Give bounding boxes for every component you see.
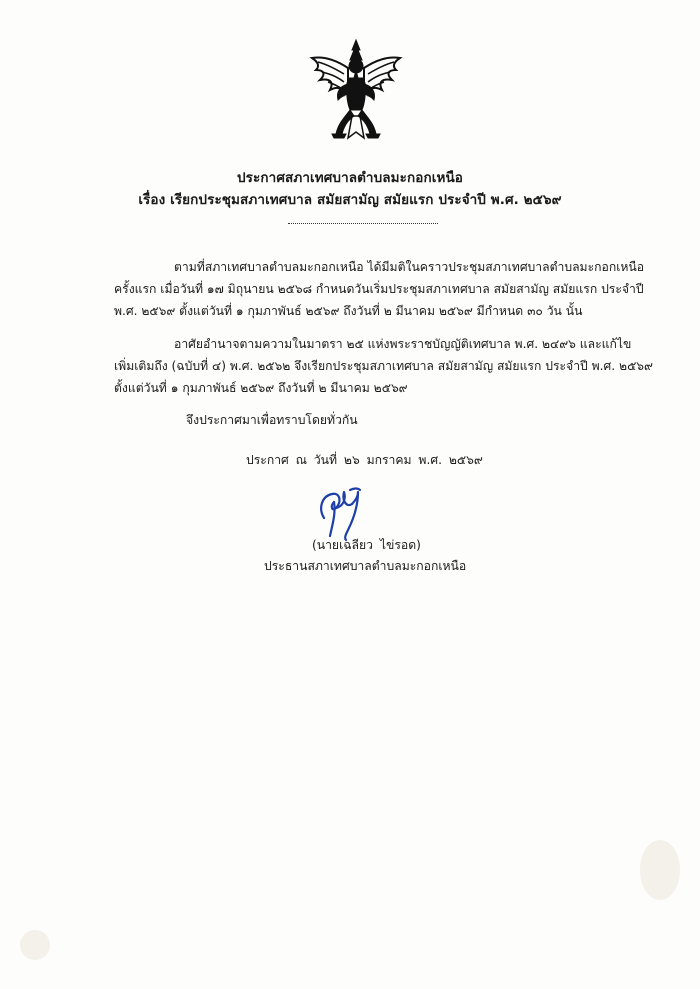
paragraph-line: พ.ศ. ๒๕๖๙ ตั้งแต่วันที่ ๑ กุมภาพันธ์ ๒๕๖๙ ถึงวันที่ ๒ มีนาคม ๒๕๖๙ มีกำหนด ๓๐ วัน นั้น (114, 304, 583, 318)
paragraph-line: ตามที่สภาเทศบาลตำบลมะกอกเหนือ ได้มีมติในคราวประชุมสภาเทศบาลตำบลมะกอกเหนือ (174, 260, 645, 274)
signer-title: ประธานสภาเทศบาลตำบลมะกอกเหนือ (264, 559, 467, 573)
title-divider (288, 223, 438, 224)
paper-stain (640, 840, 680, 900)
garuda-emblem-icon (308, 38, 404, 144)
paper-stain (20, 930, 50, 960)
paragraph-line: ตั้งแต่วันที่ ๑ กุมภาพันธ์ ๒๕๖๙ ถึงวันที่ ๒ มีนาคม ๒๕๖๙ (114, 381, 408, 395)
signer-name: (นายเฉลียว ไข่รอด) (312, 538, 421, 552)
paragraph-line: อาศัยอำนาจตามความในมาตรา ๒๕ แห่งพระราชบัญญัติเทศบาล พ.ศ. ๒๔๙๖ และแก้ไข (174, 337, 632, 351)
closing-statement: จึงประกาศมาเพื่อทราบโดยทั่วกัน (186, 413, 358, 427)
paragraph-authority (114, 333, 653, 399)
paragraph-resolution (114, 256, 645, 322)
document-subject: เรื่อง เรียกประชุมสภาเทศบาล สมัยสามัญ สมัยแรก ประจำปี พ.ศ. ๒๕๖๙ (138, 192, 562, 208)
document-title: ประกาศสภาเทศบาลตำบลมะกอกเหนือ (237, 170, 463, 186)
paragraph-line: เพิ่มเติมถึง (ฉบับที่ ๔) พ.ศ. ๒๕๖๒ จึงเรียกประชุมสภาเทศบาล สมัยสามัญ สมัยแรก ประจำปี พ.ศ. ๒๕๖๙ (114, 359, 653, 373)
announcement-date: ประกาศ ณ วันที่ ๒๖ มกราคม พ.ศ. ๒๕๖๙ (246, 453, 483, 467)
paragraph-line: ครั้งแรก เมื่อวันที่ ๑๗ มิถุนายน ๒๕๖๘ กำหนดวันเริ่มประชุมสภาเทศบาล สมัยสามัญ สมัยแรก ประจำปี (114, 282, 644, 296)
